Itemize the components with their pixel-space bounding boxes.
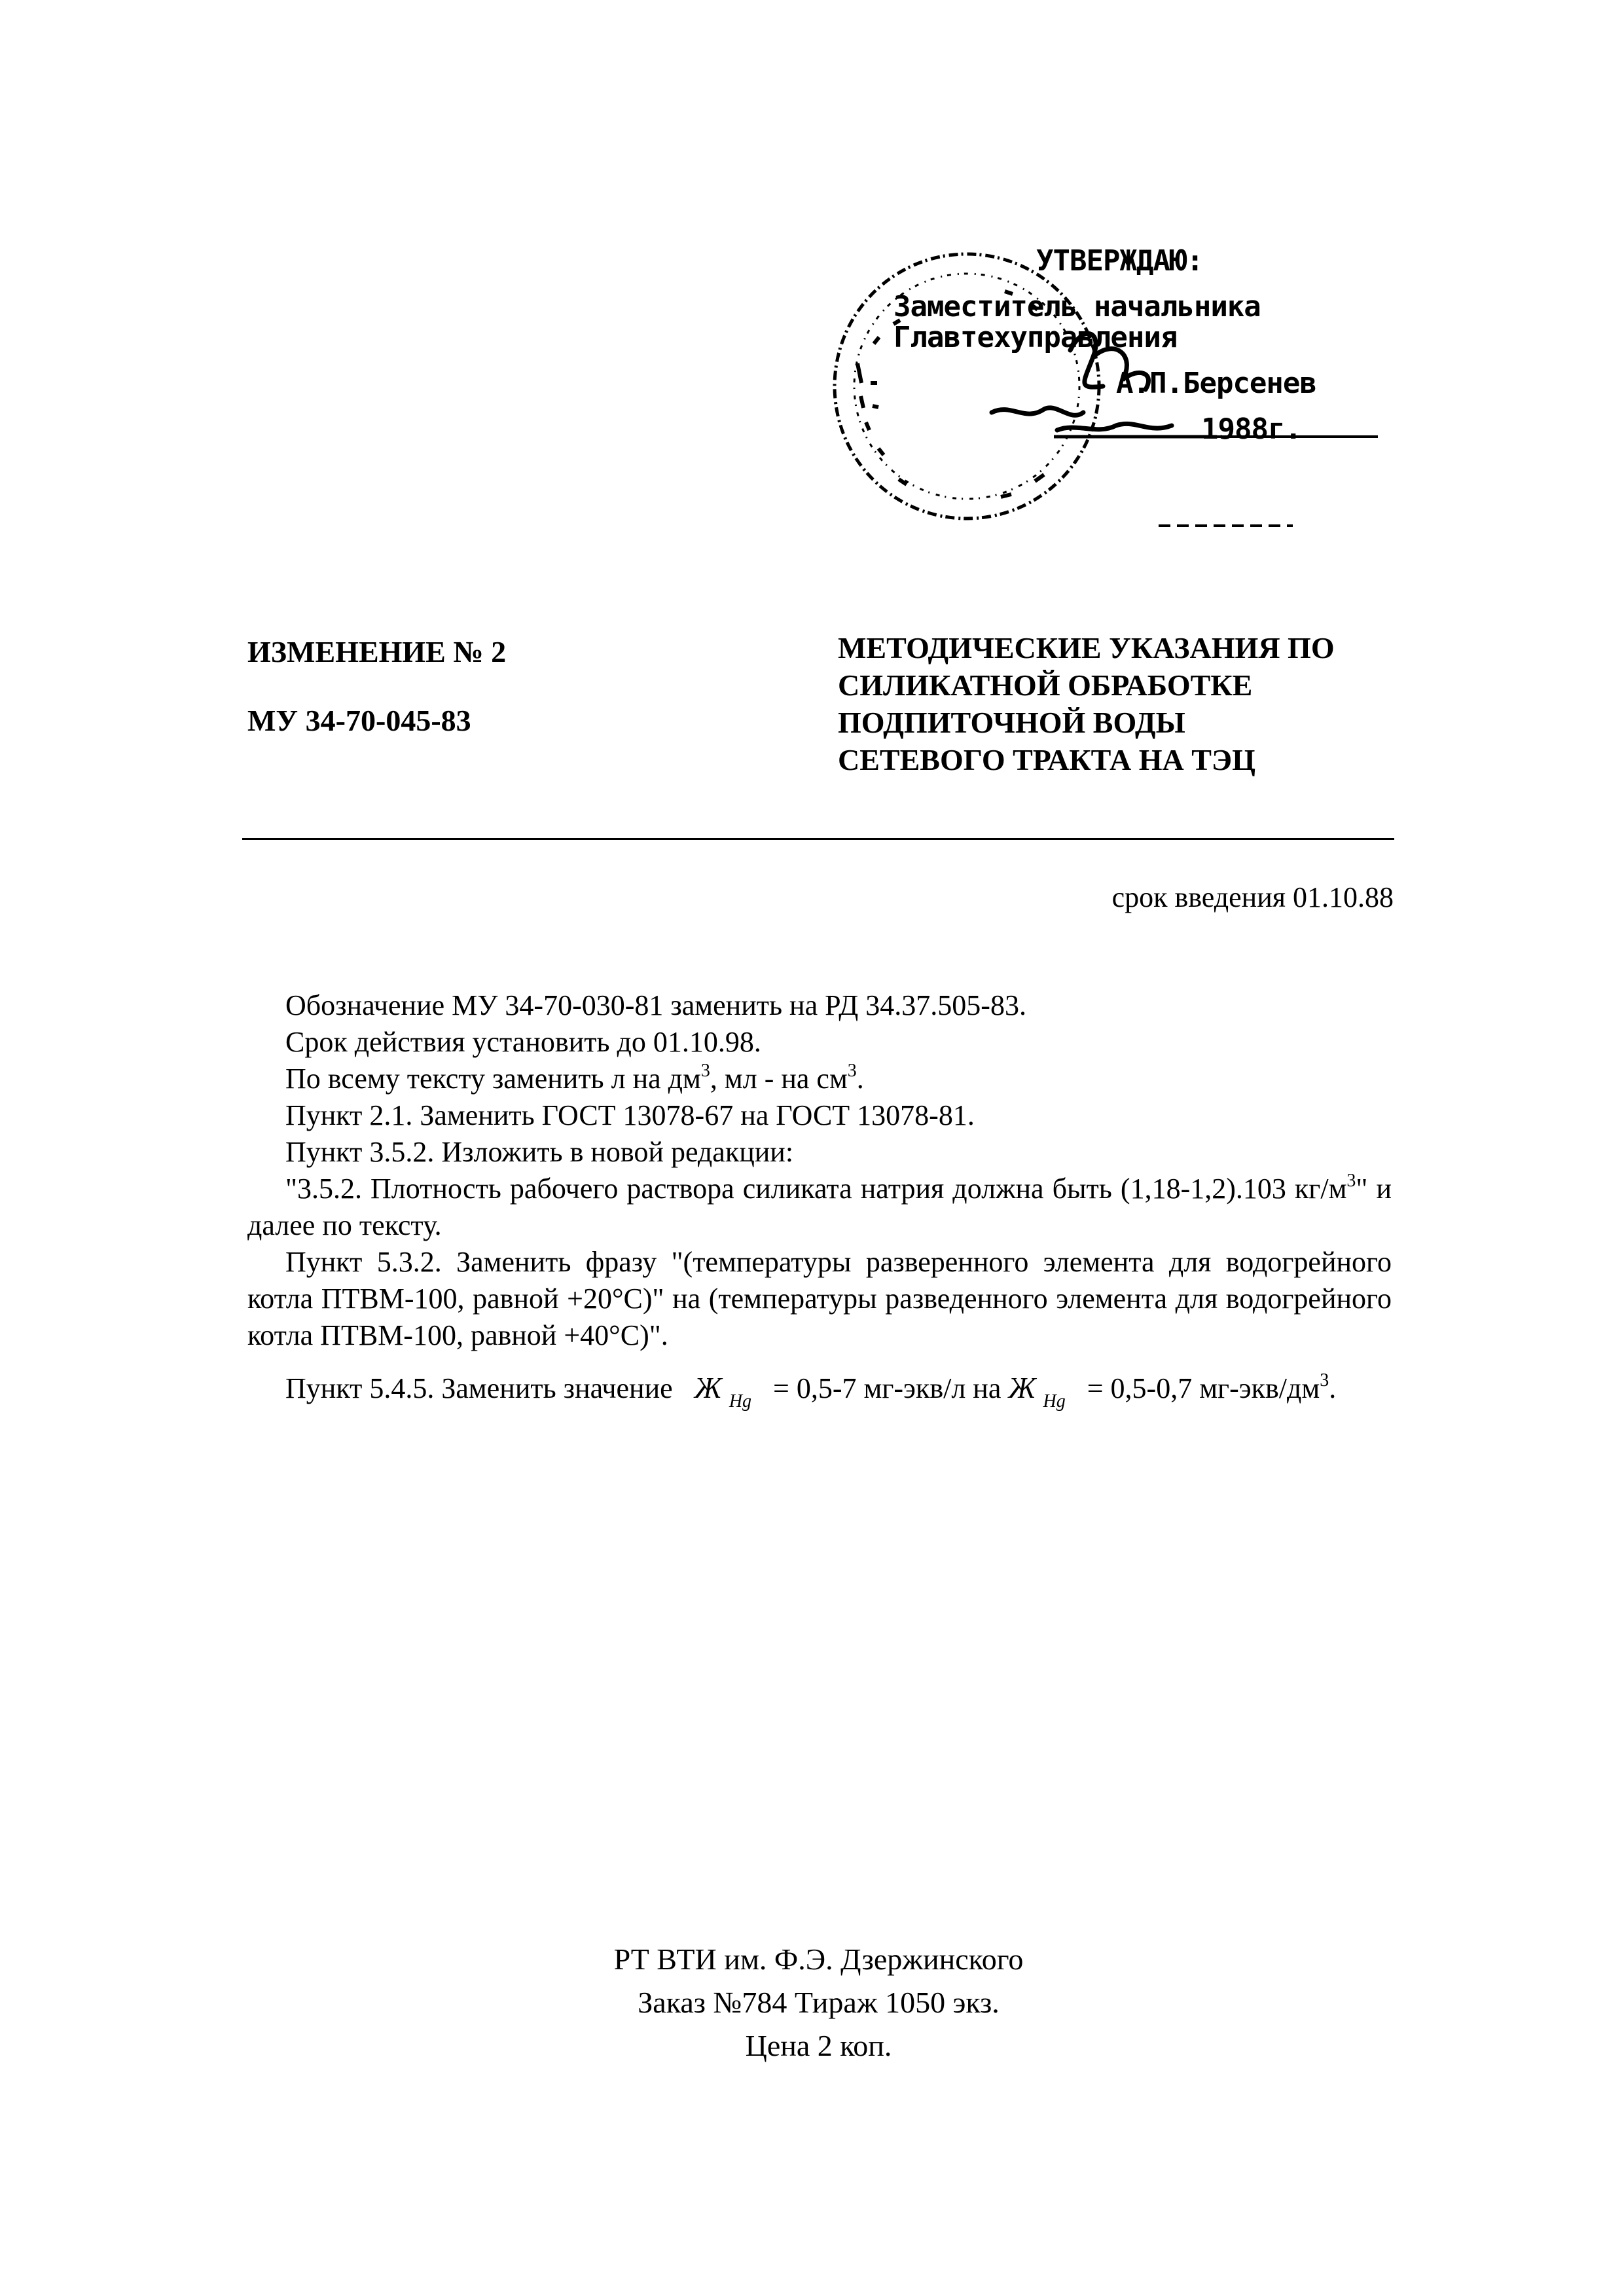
title-line: СИЛИКАТНОЙ ОБРАБОТКЕ: [838, 668, 1253, 702]
header-divider: [242, 838, 1394, 840]
title-line: МЕТОДИЧЕСКИЕ УКАЗАНИЯ ПО: [838, 631, 1335, 665]
paragraph: "3.5.2. Плотность рабочего раствора силиката натрия должна быть (1,18-1,2).103 $кг/м^3$" и далее по тексту.: [247, 1171, 1392, 1241]
change-text: [247, 987, 1392, 1411]
imprint-footer: [0, 1938, 1624, 2068]
approver-position-line2: Главтехуправления: [893, 321, 1178, 354]
price: Цена 2 коп.: [745, 2029, 892, 2062]
hardness-symbol: Ж: [694, 1371, 722, 1404]
paragraph: Обозначение МУ 34-70-030-81 заменить на РД 34.37.505-83.: [285, 989, 1026, 1021]
publisher: РТ ВТИ им. Ф.Э. Дзержинского: [613, 1942, 1024, 1976]
paragraph: Пункт 2.1. Заменить ГОСТ 13078-67 на ГОСТ 13078-81.: [285, 1099, 975, 1131]
title-line: ПОДПИТОЧНОЙ ВОДЫ: [838, 706, 1185, 739]
approver-position-line1: Заместитель начальника: [893, 290, 1261, 323]
document-code: МУ 34-70-045-83: [247, 704, 471, 737]
approval-heading: УТВЕРЖДАЮ:: [1036, 244, 1203, 278]
document-title: [838, 630, 1335, 779]
approval-year: 1988г.: [1201, 412, 1301, 446]
paragraph: Пункт 3.5.2. Изложить в новой редакции:: [285, 1136, 794, 1168]
paragraph: Пункт 5.4.5. Заменить значение Ж $_{Hg}$ = 0,5-7 мг-экв/л на Ж $_{Hg}$ = 0,5-0,7 $мг-экв/дм^3$.: [285, 1370, 1337, 1412]
paragraph: По всему тексту заменить л на $дм^3$, мл - на $см^3$.: [285, 1061, 864, 1095]
approval-stamp-block: [795, 226, 1384, 540]
approver-name: А.П.Берсенев: [1116, 367, 1316, 400]
paragraph: Пункт 5.3.2. Заменить фразу "(температуры разверенного элемента для водогрейного котла ПТВМ-100, равной +20°С)" на (температуры разведенного элемента для водогрейного котла ПТВМ-100, равной +40°С)".: [247, 1246, 1392, 1351]
title-line: СЕТЕВОГО ТРАКТА НА ТЭЦ: [838, 743, 1255, 776]
hardness-symbol: Ж: [1008, 1371, 1036, 1404]
paragraph: Срок действия установить до 01.10.98.: [285, 1026, 761, 1058]
order-info: Заказ №784 Тираж 1050 экз.: [638, 1986, 1000, 2019]
effective-date: срок введения 01.10.88: [1111, 881, 1394, 913]
change-number: ИЗМЕНЕНИЕ № 2: [247, 635, 507, 668]
